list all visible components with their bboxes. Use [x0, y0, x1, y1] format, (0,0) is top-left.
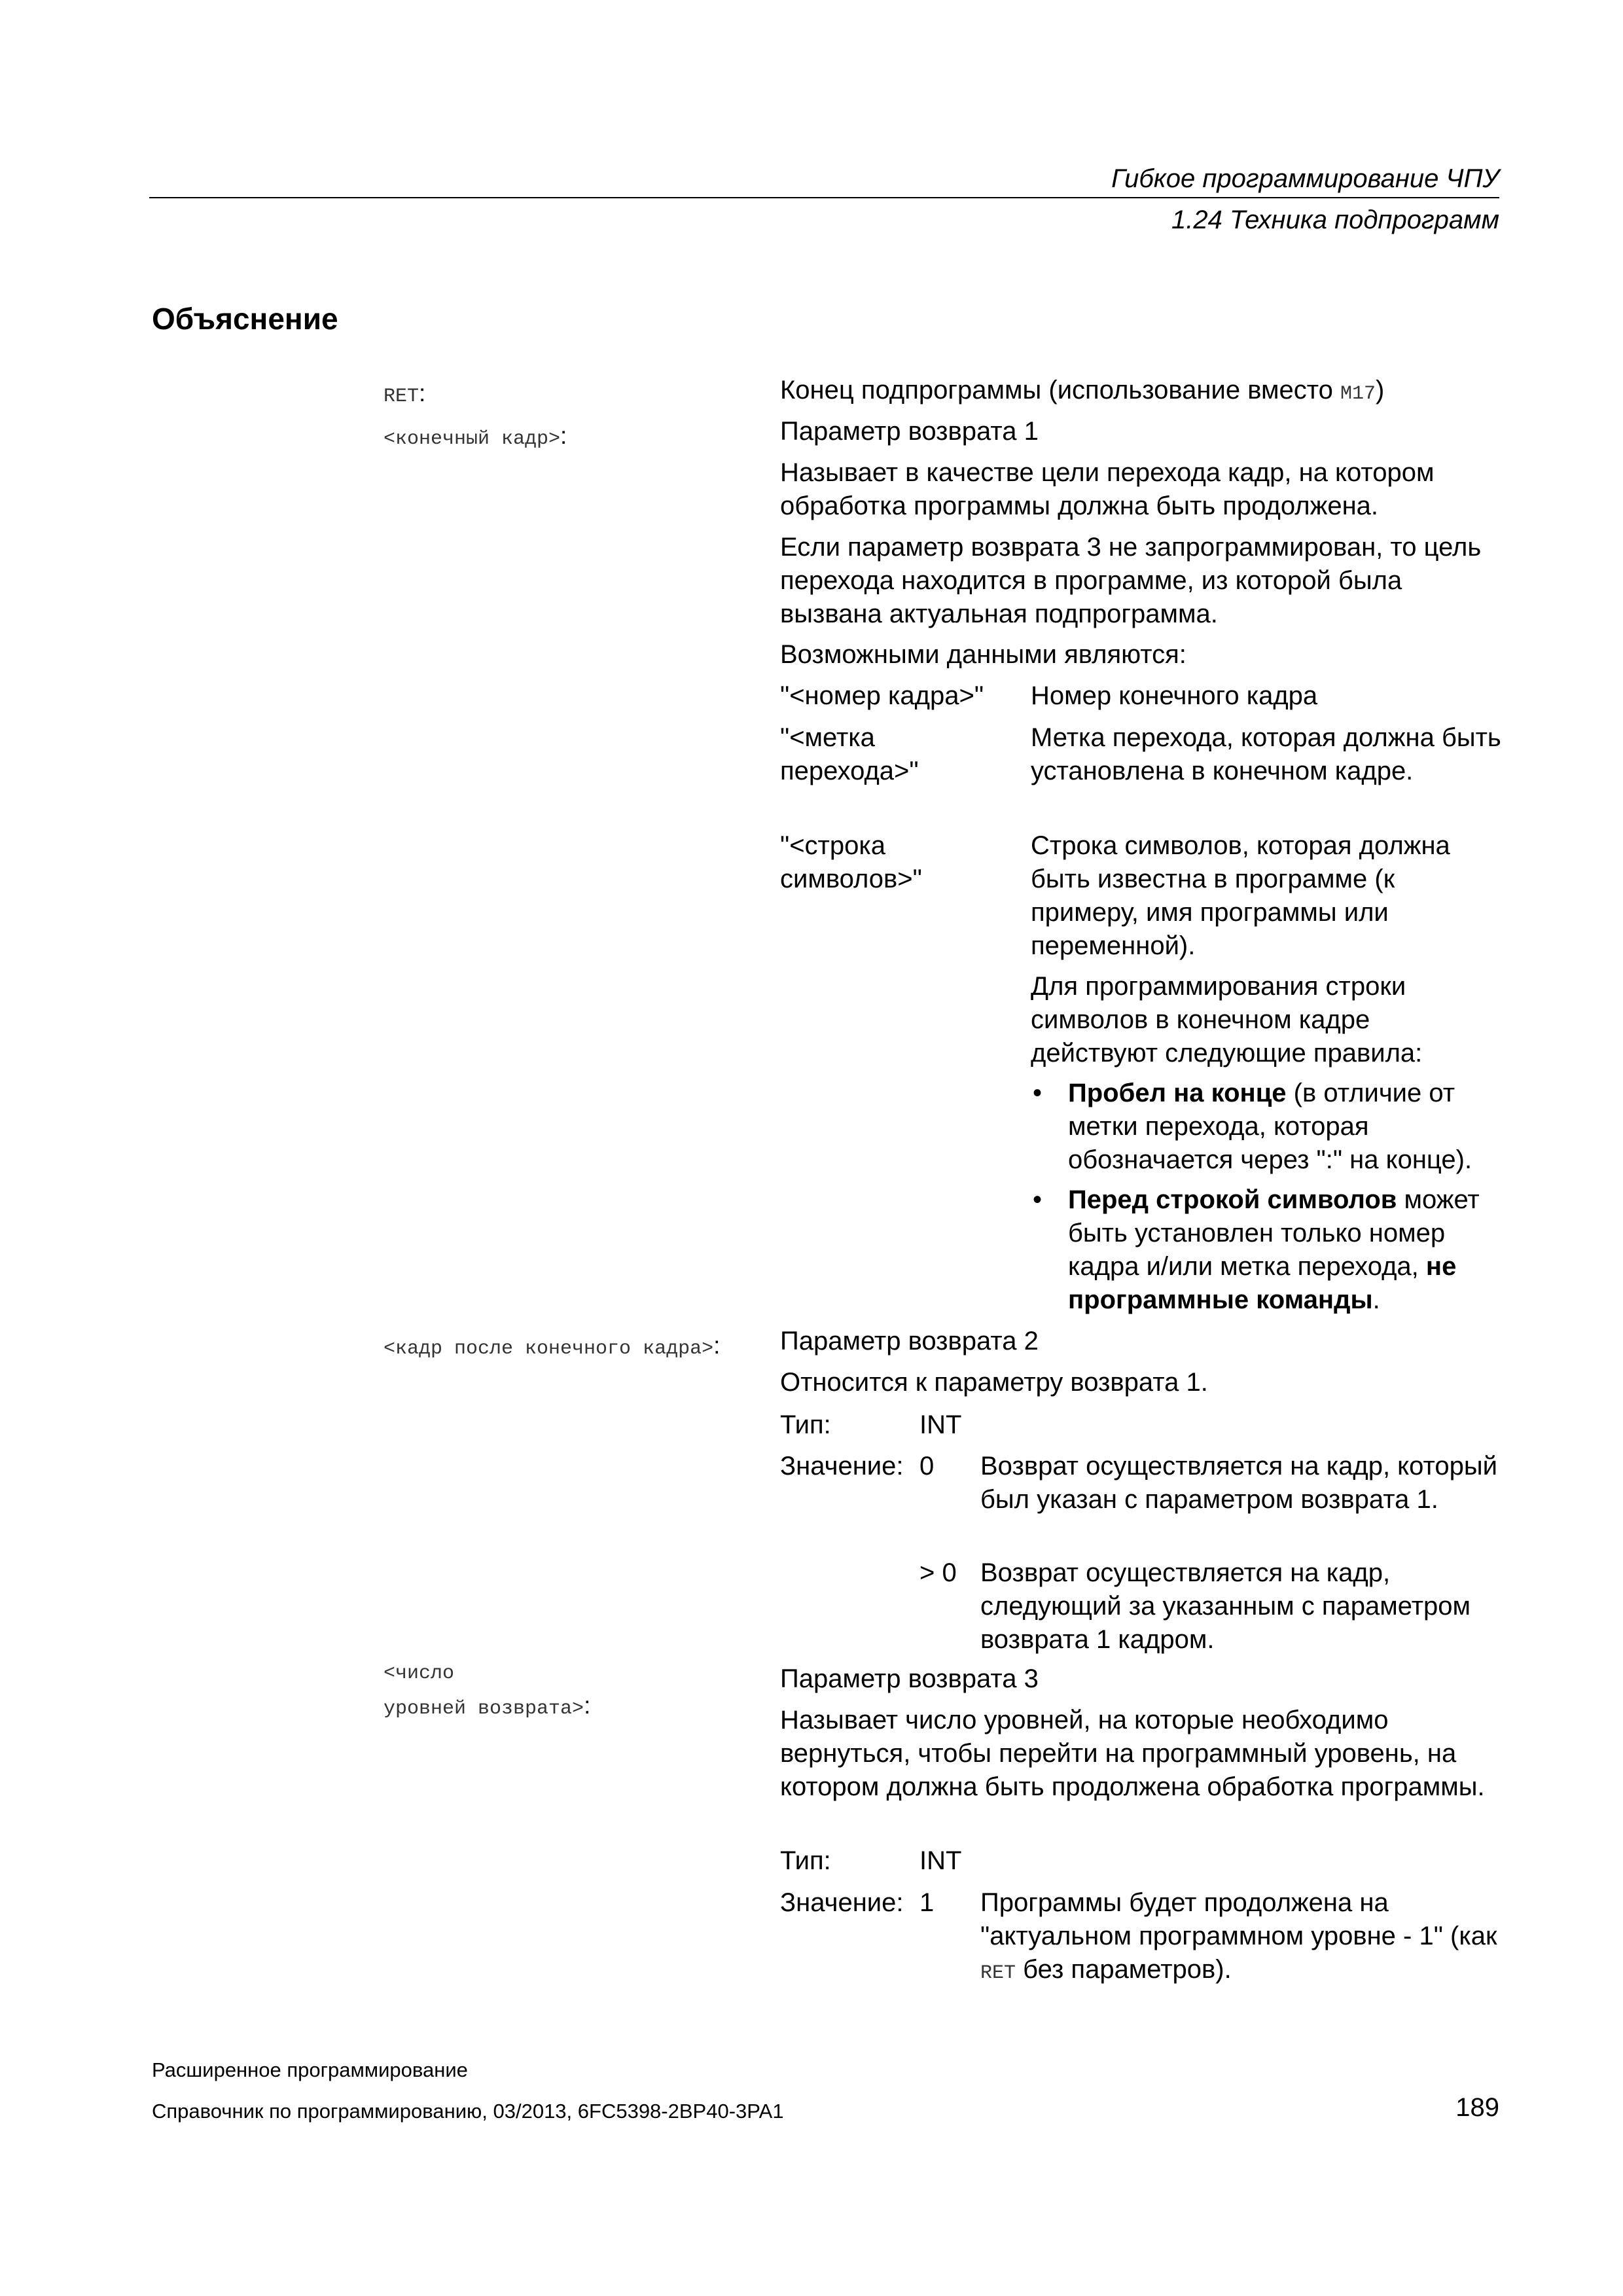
param-target-block-title: Параметр возврата 1	[780, 417, 1039, 446]
footer-title: Расширенное программирование	[152, 2058, 468, 2081]
param-target-block-p2: Если параметр возврата 3 не запрограммирован, то цель перехода находится в программе, из которой была вызвана актуальная подпрограмма.	[780, 533, 1482, 628]
option-label: "<метка перехода>"	[780, 723, 919, 785]
value-label: Значение:	[780, 1452, 904, 1480]
param-levels-name-line1: <число	[383, 1662, 455, 1685]
header-rule	[149, 197, 1499, 198]
section-title: Объяснение	[152, 302, 338, 336]
value-desc: Возврат осуществляется на кадр, следующий за указанным с параметром возврата 1 кадром.	[980, 1558, 1471, 1654]
param-levels-p1: Называет число уровней, на которые необходимо вернуться, чтобы перейти на программный уровень, на котором должна быть продолжена обработка программы.	[780, 1706, 1485, 1801]
param-ret-name: RET:	[383, 380, 426, 408]
rules-intro: Для программирования строки символов в конечном кадре действуют следующие правила:	[1031, 972, 1423, 1067]
rule-item: Пробел на конце (в отличие от метки перехода, которая обозначается через ":" на конце).	[1068, 1079, 1472, 1174]
value-key: 1	[919, 1888, 935, 1917]
param-levels-name-line2: уровней возврата>:	[383, 1692, 591, 1720]
header-section: 1.24 Техника подпрограмм	[1171, 206, 1499, 234]
type-label: Тип:	[780, 1846, 831, 1875]
option-label: "<номер кадра>"	[780, 681, 984, 710]
param-after-block-title: Параметр возврата 2	[780, 1327, 1039, 1355]
type-value: INT	[919, 1410, 962, 1439]
param-after-block-name: <кадр после конечного кадра>:	[383, 1332, 721, 1360]
param-target-block-name: <конечный кадр>:	[383, 422, 567, 450]
bullet-icon: •	[1033, 1185, 1043, 1214]
page-number: 189	[1455, 2093, 1499, 2122]
type-value: INT	[919, 1846, 962, 1875]
option-desc: Метка перехода, которая должна быть установлена в конечном кадре.	[1031, 723, 1501, 785]
value-key: 0	[919, 1452, 935, 1480]
param-ret-desc: Конец подпрограммы (использование вместо M17)	[780, 376, 1385, 405]
rule-item: Перед строкой символов может быть установлен только номер кадра и/или метка перехода, не программные команды.	[1068, 1185, 1480, 1314]
param-after-block-p1: Относится к параметру возврата 1.	[780, 1368, 1208, 1397]
value-key: > 0	[919, 1558, 957, 1587]
header-chapter: Гибкое программирование ЧПУ	[1111, 164, 1499, 193]
value-desc: Возврат осуществляется на кадр, который был указан с параметром возврата 1.	[980, 1452, 1497, 1514]
param-target-block-p1: Называет в качестве цели перехода кадр, на котором обработка программы должна быть продолжена.	[780, 458, 1435, 520]
option-desc: Строка символов, которая должна быть известна в программе (к примеру, имя программы или переменной).	[1031, 831, 1450, 960]
param-target-block-p3: Возможными данными являются:	[780, 640, 1186, 669]
value-desc: Программы будет продолжена на "актуальном программном уровне - 1" (как RET без параметров).	[980, 1888, 1497, 1984]
option-desc: Номер конечного кадра	[1031, 681, 1318, 710]
value-label: Значение:	[780, 1888, 904, 1917]
option-label: "<строка символов>"	[780, 831, 922, 893]
footer-reference: Справочник по программированию, 03/2013, 6FC5398-2BP40-3PA1	[152, 2100, 784, 2123]
bullet-icon: •	[1033, 1079, 1043, 1107]
type-label: Тип:	[780, 1410, 831, 1439]
param-levels-title: Параметр возврата 3	[780, 1664, 1039, 1693]
